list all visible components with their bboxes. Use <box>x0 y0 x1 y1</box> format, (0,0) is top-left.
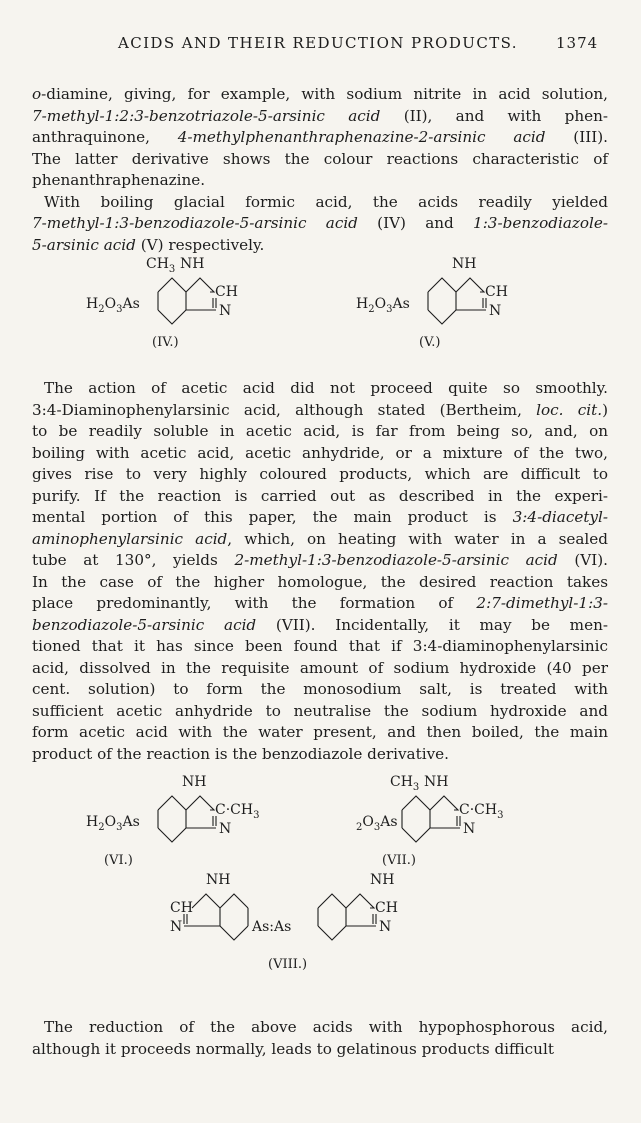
svg-text:CH3: $CH_3$ <box>390 774 420 793</box>
svg-text:NH: NH <box>452 256 477 272</box>
svg-text:C·CH3: $C\cdot CH_3$ <box>215 802 260 821</box>
text-line: The latter derivative shows the colour reactions characteristic of <box>32 149 608 168</box>
text-line: 3:4-Diaminophenylarsinic acid, although stated (Bertheim, loc. cit.) <box>32 400 608 419</box>
svg-text:(VI.): (VI.) <box>104 853 133 868</box>
svg-text:CH: CH <box>485 284 508 300</box>
svg-text:(VIII.): (VIII.) <box>268 957 308 972</box>
svg-text:H2O3As: $H_2O_3As$ <box>86 296 140 315</box>
svg-text:H2O3As: $H_2O_3As$ <box>356 296 410 315</box>
text-line: The reduction of the above acids with hypophosphorous acid, <box>44 1018 608 1036</box>
text-line: aminophenylarsinic acid, which, on heating with water in a sealed <box>32 529 608 548</box>
text-line: mental portion of this paper, the main product is 3:4-diacetyl- <box>32 508 608 526</box>
svg-text:(VII.): (VII.) <box>382 853 416 868</box>
paragraph-intro <box>32 84 608 256</box>
text-line: anthraquinone, 4-methylphenanthraphenazine-2-arsinic acid (III). <box>32 128 608 146</box>
svg-text:2O3As: $_2O_3As$ <box>356 814 398 833</box>
text-line: gives rise to very highly coloured products, which are difficult to <box>32 465 608 483</box>
svg-text:(V.): (V.) <box>419 335 441 350</box>
svg-text:N: N <box>170 919 183 935</box>
text-line: With boiling glacial formic acid, the acids readily yielded <box>44 192 608 211</box>
text-line: The action of acetic acid did not proceed quite so smoothly. <box>44 379 608 397</box>
svg-text:H2O3As: $H_2O_3As$ <box>86 814 140 833</box>
structure-iv <box>86 252 286 368</box>
running-head: ACIDS AND THEIR REDUCTION PRODUCTS. <box>118 34 518 52</box>
svg-text:CH: CH <box>215 284 238 300</box>
svg-text:N: N <box>379 919 392 935</box>
text-line: tube at 130°, yields 2-methyl-1:3-benzodiazole-5-arsinic acid (VI). <box>32 551 608 569</box>
text-line: In the case of the higher homologue, the desired reaction takes <box>32 572 608 591</box>
text-line: place predominantly, with the formation of 2:7-dimethyl-1:3- <box>32 594 608 612</box>
text-line: o-diamine, giving, for example, with sodium nitrite in acid solution, <box>32 85 608 103</box>
text-line: to be readily soluble in acetic acid, is far from being so, and, on <box>32 422 608 440</box>
text-line: 7-methyl-1:3-benzodiazole-5-arsinic acid (IV) and 1:3-benzodiazole- <box>32 214 608 232</box>
svg-text:N: N <box>219 303 232 319</box>
structure-v <box>356 252 556 368</box>
structure-viii <box>170 868 490 992</box>
text-line: acid, dissolved in the requisite amount of sodium hydroxide (40 per <box>32 658 608 677</box>
text-line: purify. If the reaction is carried out as described in the experi- <box>32 486 608 505</box>
svg-text:N: N <box>463 821 476 837</box>
text-line: 7-methyl-1:2:3-benzotriazole-5-arsinic acid (II), and with phen- <box>32 106 608 125</box>
svg-text:(IV.): (IV.) <box>152 335 179 350</box>
text-line: benzodiazole-5-arsinic acid (VII). Incidentally, it may be men- <box>32 615 608 634</box>
paragraph-acetic-acid <box>32 378 608 765</box>
svg-text:NH: NH <box>182 774 207 790</box>
svg-text:NH: NH <box>370 872 395 888</box>
svg-text:CH: CH <box>375 900 398 916</box>
text-line: phenanthraphenazine. <box>32 171 206 189</box>
svg-text:NH: NH <box>206 872 231 888</box>
text-line: 5-arsinic acid (V) respectively. <box>32 235 265 254</box>
svg-text:NH: NH <box>180 256 205 272</box>
text-line: cent. solution) to form the monosodium salt, is treated with <box>32 680 608 698</box>
text-line: boiling with acetic acid, acetic anhydride, or a mixture of the two, <box>32 443 608 462</box>
text-line: product of the reaction is the benzodiazole derivative. <box>32 744 449 763</box>
svg-text:NH: NH <box>424 774 449 790</box>
text-line: although it proceeds normally, leads to gelatinous products difficult <box>32 1039 554 1058</box>
text-line: form acetic acid with the water present, and then boiled, the main <box>32 723 608 741</box>
page-header <box>0 34 641 60</box>
text-line: sufficient acetic anhydride to neutralise the sodium hydroxide and <box>32 701 608 720</box>
text-line: tioned that it has since been found that if 3:4-diaminophenylarsinic <box>32 637 608 655</box>
svg-text:C·CH3: $C\cdot CH_3$ <box>459 802 504 821</box>
svg-text:N: N <box>219 821 232 837</box>
page-number: 1374 <box>556 34 599 52</box>
svg-text:CH3: $CH_3$ <box>146 256 176 275</box>
svg-text:CH: CH <box>170 900 193 916</box>
svg-text:As:As: As:As <box>252 919 292 935</box>
svg-text:N: N <box>489 303 502 319</box>
paragraph-reduction <box>32 1017 608 1060</box>
